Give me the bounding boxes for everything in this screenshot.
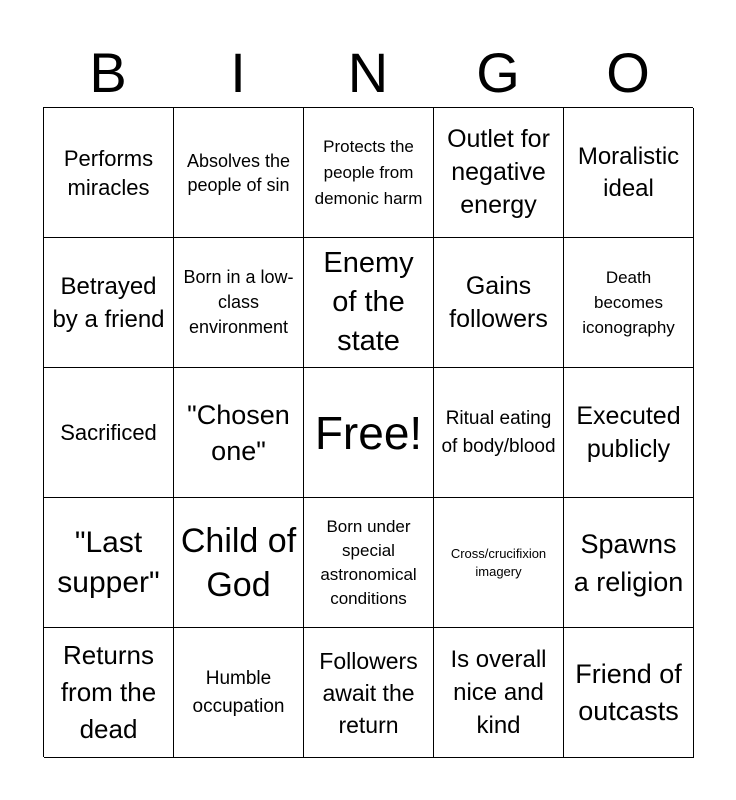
bingo-cell[interactable] — [434, 108, 564, 238]
cell-text: Death becomes iconography — [582, 268, 675, 337]
cell-text: Betrayed by a friend — [52, 272, 165, 333]
cell-text: Protects the people from demonic harm — [314, 136, 423, 208]
cell-text: Cross/crucifixion imagery — [450, 545, 547, 579]
cell-text: Sacrificed — [60, 420, 157, 445]
header-letter-o: O — [606, 41, 650, 104]
cell-text: Friend of outcasts — [575, 658, 682, 726]
cell-text: Is overall nice and kind — [450, 646, 547, 739]
cell-text: Performs miracles — [63, 145, 154, 200]
bingo-cell[interactable] — [434, 498, 564, 628]
cell-text: Gains followers — [449, 271, 548, 333]
bingo-cell[interactable] — [304, 238, 434, 368]
bingo-cell[interactable] — [434, 238, 564, 368]
cell-text: Humble occupation — [192, 667, 285, 717]
bingo-cell[interactable] — [564, 628, 694, 758]
bingo-cell[interactable] — [174, 628, 304, 758]
cell-text: Followers await the return — [319, 647, 418, 738]
cell-text: Absolves the people of sin — [186, 150, 291, 195]
bingo-cell[interactable] — [44, 628, 174, 758]
bingo-cell[interactable] — [174, 498, 304, 628]
bingo-cell[interactable] — [44, 498, 174, 628]
bingo-cell[interactable] — [304, 108, 434, 238]
cell-text: Born in a low-class environment — [183, 267, 294, 337]
bingo-cell[interactable] — [304, 498, 434, 628]
bingo-cell[interactable] — [304, 368, 434, 498]
bingo-cell[interactable] — [44, 368, 174, 498]
bingo-cell[interactable] — [44, 108, 174, 238]
cell-text: Spawns a religion — [573, 528, 684, 597]
bingo-cell[interactable] — [564, 108, 694, 238]
cell-text: Enemy of the state — [323, 247, 414, 357]
header-letter-i: I — [230, 41, 246, 104]
bingo-cell[interactable] — [174, 368, 304, 498]
bingo-cell[interactable] — [304, 628, 434, 758]
bingo-cell[interactable] — [564, 368, 694, 498]
bingo-cell[interactable] — [564, 498, 694, 628]
cell-text: Moralistic ideal — [577, 142, 680, 202]
cell-text: Born under special astronomical conditions — [320, 516, 417, 608]
cell-text: Child of God — [180, 521, 297, 604]
header-letter-b: B — [89, 41, 127, 104]
free-space: Free! — [314, 406, 423, 459]
bingo-cell[interactable] — [564, 238, 694, 368]
bingo-cell[interactable] — [434, 628, 564, 758]
cell-text: "Last supper" — [57, 525, 160, 599]
cell-text: "Chosen one" — [187, 399, 290, 466]
bingo-header — [43, 40, 693, 106]
bingo-cell[interactable] — [174, 108, 304, 238]
bingo-cell[interactable] — [434, 368, 564, 498]
cell-text: Returns from the dead — [60, 640, 157, 744]
cell-text: Outlet for negative energy — [447, 125, 550, 219]
bingo-cell[interactable] — [174, 238, 304, 368]
cell-text: Executed publicly — [576, 401, 681, 463]
header-letter-n: N — [347, 41, 389, 104]
header-letter-g: G — [476, 41, 520, 104]
bingo-grid — [43, 107, 693, 757]
cell-text: Ritual eating of body/blood — [441, 407, 556, 457]
bingo-cell[interactable] — [44, 238, 174, 368]
